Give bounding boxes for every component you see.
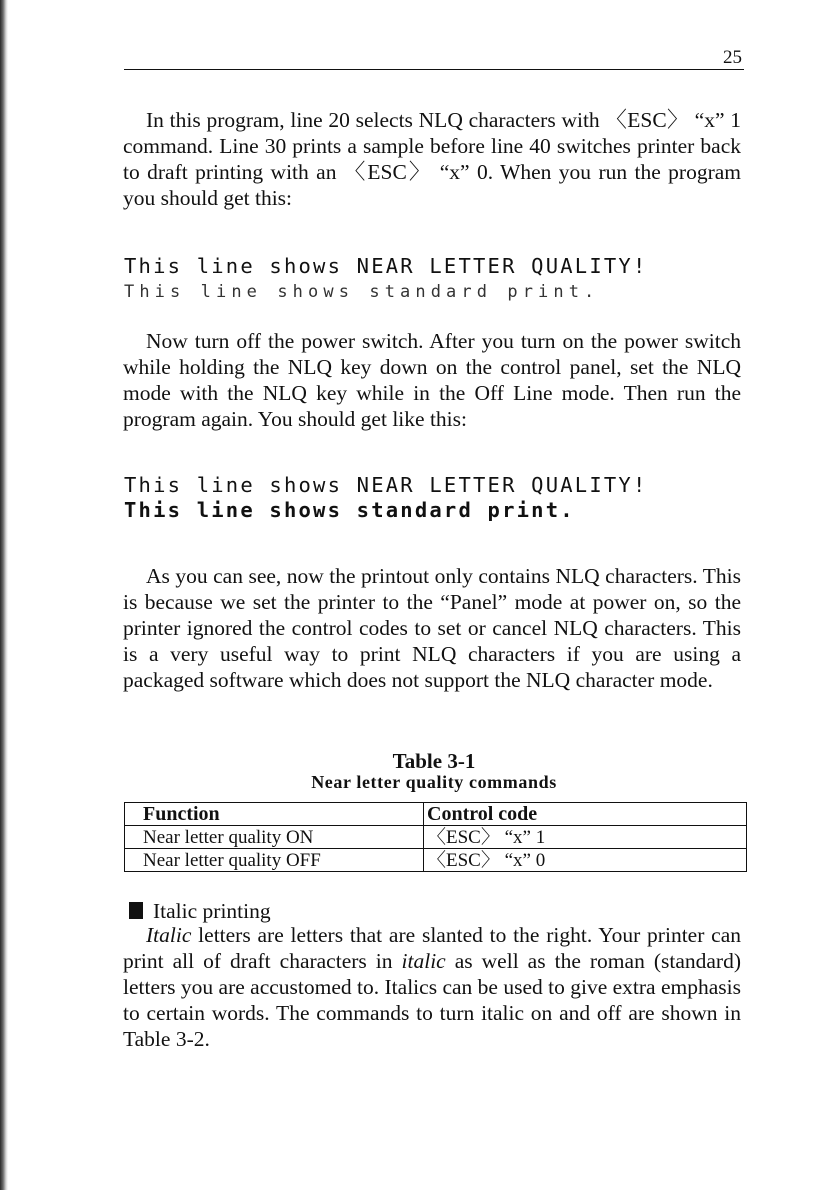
paragraph-nlq-program: In this program, line 20 selects NLQ characters with 〈ESC〉 “x” 1 command. Line 30 prints a sample before line 40 switches printer back to draft printing with an 〈ESC〉 “x” 0. When you run the program you should get this: bbox=[123, 108, 741, 210]
header-rule bbox=[124, 69, 744, 70]
paragraph-panel-mode: As you can see, now the printout only contains NLQ characters. This is because we set the printer to the “Panel” mode at power on, so the printer ignored the control codes to set or cancel NLQ characters. This is a very useful way to print NLQ characters if you are using a packaged software which does not support the NLQ character mode. bbox=[123, 564, 741, 692]
section-heading-text: Italic printing bbox=[153, 899, 271, 923]
paragraph-power-switch: Now turn off the power switch. After you turn on the power switch while holding the NLQ key down on the control panel, set the NLQ mode with the NLQ key while in the Off Line mode. Then run the program again. You should get like this: bbox=[123, 329, 741, 431]
table-subtitle: Near letter quality commands bbox=[311, 772, 557, 792]
table-cell-control-code: 〈ESC〉 “x” 0 bbox=[424, 849, 747, 872]
sample-output-panel-standard-line: This line shows standard print. bbox=[124, 498, 575, 522]
paragraph-italic-printing bbox=[123, 922, 741, 1052]
italic-body-part2: as well as the roman (standard) letters you are accustomed to. Italics can be used to give extra emphasis to certain words. The commands to turn italic on and off are shown in Table 3-2. bbox=[123, 949, 741, 1051]
square-bullet-icon bbox=[129, 902, 143, 919]
table-row bbox=[125, 826, 747, 849]
column-header-control-code: Control code bbox=[424, 803, 747, 826]
table-cell-function: Near letter quality OFF bbox=[125, 849, 424, 872]
section-heading bbox=[129, 898, 271, 924]
nlq-commands-table bbox=[124, 802, 747, 872]
table-header-row bbox=[125, 803, 747, 826]
table-cell-control-code: 〈ESC〉 “x” 1 bbox=[424, 826, 747, 849]
scan-edge bbox=[0, 0, 8, 1190]
table-title: Table 3-1 bbox=[392, 749, 476, 773]
italic-body-part1: letters are letters that are slanted to the right. Your printer can print all of draft characters in bbox=[123, 923, 741, 973]
italic-intro-word: Italic bbox=[146, 923, 192, 947]
table-row bbox=[125, 849, 747, 872]
table-cell-function: Near letter quality ON bbox=[125, 826, 424, 849]
column-header-function: Function bbox=[125, 803, 424, 826]
sample-output-nlq-line: This line shows NEAR LETTER QUALITY! bbox=[124, 254, 648, 278]
page-number: 25 bbox=[723, 47, 742, 68]
italic-emphasis-word: italic bbox=[401, 949, 446, 973]
sample-output-panel-nlq-line: This line shows NEAR LETTER QUALITY! bbox=[124, 473, 648, 497]
sample-output-draft-line: This line shows standard print. bbox=[124, 282, 600, 302]
